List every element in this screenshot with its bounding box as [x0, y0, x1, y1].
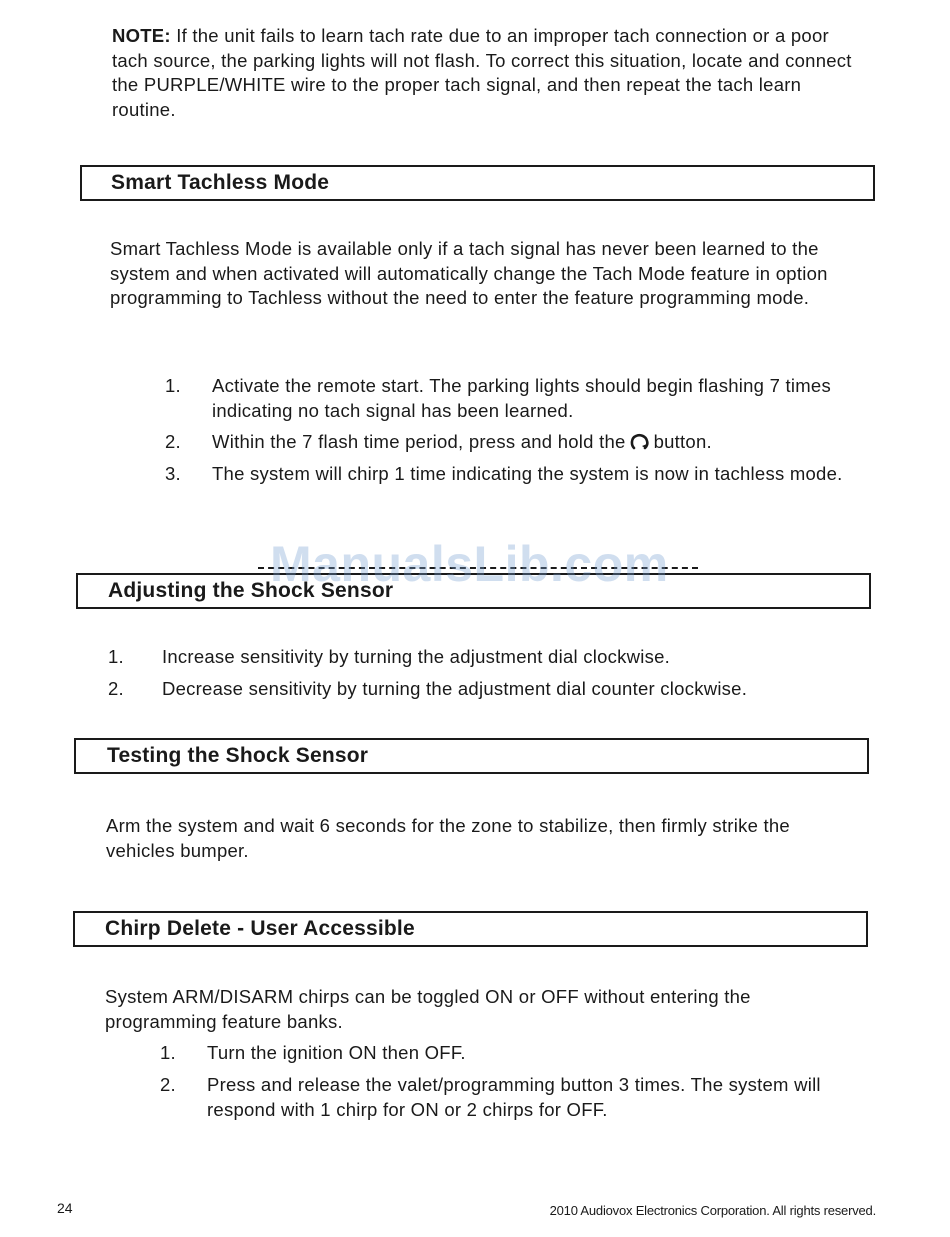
smart-tachless-intro: Smart Tachless Mode is available only if a tach signal has never been learned to the system and when activated will automatically change the Tach Mode feature in option programming to Tachless without the need to enter the feature programming mode. — [110, 238, 828, 308]
step-number: 1. — [160, 1042, 176, 1063]
note-text: If the unit fails to learn tach rate due to an improper tach connection or a poor tach source, the parking lights will not flash. To correct this situation, locate and connect the PURPLE/WHITE wire to the proper tach signal, and then repeat the tach learn routine. — [112, 25, 852, 120]
step-text: Turn the ignition ON then OFF. — [207, 1042, 466, 1063]
step-number: 2. — [108, 678, 124, 699]
chirp-delete-intro: System ARM/DISARM chirps can be toggled ON or OFF without entering the programming feature banks. — [105, 986, 751, 1032]
step-text-after: button. — [653, 431, 712, 452]
note-paragraph — [112, 24, 862, 122]
section-title: Smart Tachless Mode — [111, 171, 330, 194]
copyright-footer: 2010 Audiovox Electronics Corporation. All rights reserved. — [549, 1203, 876, 1218]
step-number: 3. — [165, 463, 181, 484]
list-item — [165, 462, 855, 518]
list-item — [160, 1073, 860, 1129]
dashed-divider — [258, 567, 698, 569]
step-number: 1. — [108, 646, 124, 667]
adjust-shock-steps — [108, 645, 868, 709]
test-shock-text: Arm the system and wait 6 seconds for the zone to stabilize, then firmly strike the vehicles bumper. — [106, 815, 790, 861]
step-text: Activate the remote start. The parking lights should begin flashing 7 times indicating no tach signal has been learned. — [212, 375, 831, 421]
note-label: NOTE: — [112, 25, 171, 46]
step-number: 2. — [165, 431, 181, 452]
section-title: Adjusting the Shock Sensor — [108, 579, 394, 602]
page-number: 24 — [57, 1200, 73, 1216]
remote-start-icon — [630, 433, 650, 458]
step-text: Press and release the valet/programming button 3 times. The system will respond with 1 chirp for ON or 2 chirps for OFF. — [207, 1074, 821, 1120]
step-number: 2. — [160, 1074, 176, 1095]
step-number: 1. — [165, 375, 181, 396]
section-header-test-shock — [74, 738, 869, 774]
list-item — [108, 677, 868, 709]
section-header-smart-tachless — [80, 165, 875, 201]
smart-tachless-steps — [165, 374, 855, 518]
section-title: Chirp Delete - User Accessible — [105, 917, 415, 940]
list-item — [165, 374, 855, 430]
list-item — [165, 430, 855, 462]
watermark: ManualsLib.com — [270, 536, 669, 592]
section-header-chirp-delete — [73, 911, 868, 947]
chirp-delete-steps — [160, 1041, 860, 1129]
step-text: The system will chirp 1 time indicating the system is now in tachless mode. — [212, 463, 843, 484]
step-text: Increase sensitivity by turning the adjustment dial clockwise. — [162, 646, 671, 667]
step-text: Within the 7 flash time period, press and hold the — [212, 431, 626, 452]
list-item — [108, 645, 868, 677]
section-header-adjust-shock — [76, 573, 871, 609]
section-title: Testing the Shock Sensor — [107, 744, 369, 767]
list-item — [160, 1041, 860, 1073]
step-text: Decrease sensitivity by turning the adjustment dial counter clockwise. — [162, 678, 748, 699]
